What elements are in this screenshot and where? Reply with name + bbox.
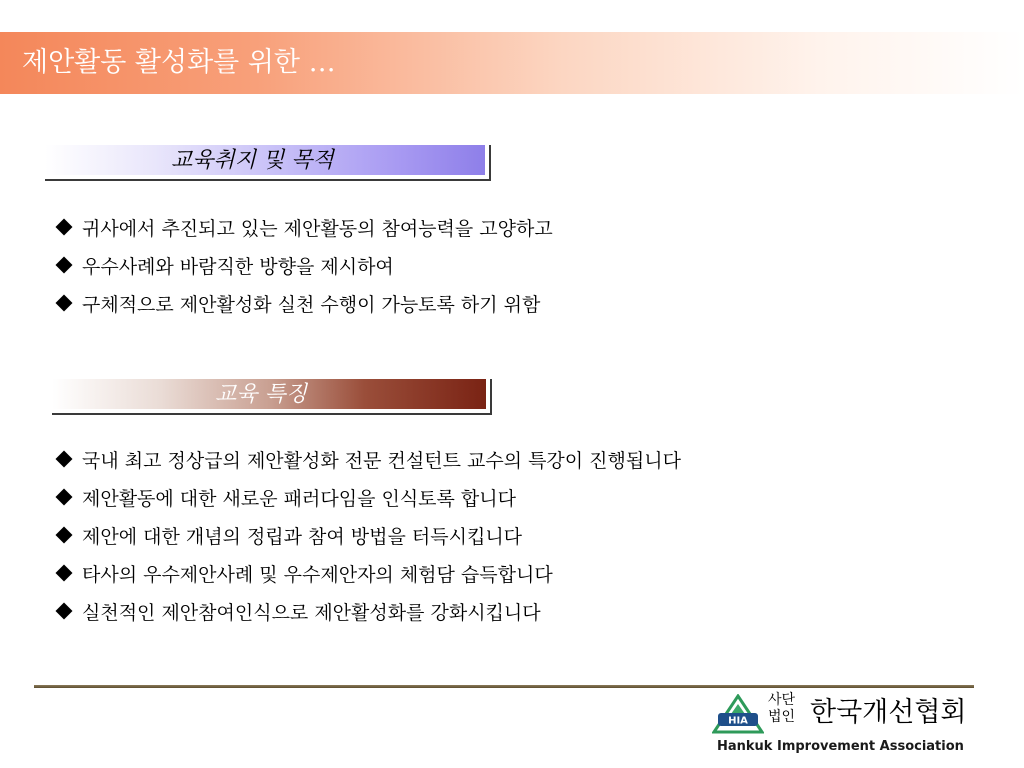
list-item (56, 561, 681, 599)
list-item (56, 523, 681, 561)
hia-emblem-icon (712, 694, 764, 736)
list-item (56, 291, 553, 329)
list-item-text: 국내 최고 정상급의 제안활성화 전문 컨설턴트 교수의 특강이 진행됩니다 (82, 450, 681, 472)
logo-small-line: 사단 (768, 692, 796, 708)
list-item-text: 구체적으로 제안활성화 실천 수행이 가능토록 하기 위함 (82, 294, 541, 316)
section-heading: 교육 특징 (215, 382, 308, 407)
diamond-bullet-icon (56, 527, 73, 544)
list-item-text: 타사의 우수제안사례 및 우수제안자의 체험담 습득합니다 (82, 564, 553, 586)
list-item-text: 실천적인 제안참여인식으로 제안활성화를 강화시킵니다 (82, 602, 541, 624)
list-item-text: 귀사에서 추진되고 있는 제안활동의 참여능력을 고양하고 (82, 218, 553, 240)
footer-divider (34, 685, 974, 688)
list-item-text: 우수사례와 바람직한 방향을 제시하여 (82, 256, 394, 278)
emblem-text: HIA (728, 715, 748, 727)
list-item (56, 599, 681, 637)
diamond-bullet-icon (56, 603, 73, 620)
section-header-right-line (489, 145, 491, 181)
list-item-text: 제안에 대한 개념의 정립과 참여 방법을 터득시킵니다 (82, 526, 523, 548)
section-heading: 교육취지 및 목적 (171, 148, 334, 173)
section-header-right-line (490, 379, 492, 415)
section-header-purpose (45, 145, 491, 181)
list-item (56, 253, 553, 291)
organization-logo (712, 690, 1012, 762)
slide-title: 제안활동 활성화를 위한 … (22, 47, 336, 78)
logo-small-line: 법인 (768, 709, 796, 725)
features-list (56, 447, 681, 637)
logo-org-name: 한국개선협회 (810, 697, 967, 728)
diamond-bullet-icon (56, 565, 73, 582)
section-header-underline (45, 179, 491, 181)
diamond-bullet-icon (56, 451, 73, 468)
diamond-bullet-icon (56, 257, 73, 274)
list-item (56, 447, 681, 485)
section-header-underline (52, 413, 492, 415)
logo-small-text (768, 692, 795, 726)
purpose-list (56, 215, 553, 329)
list-item (56, 215, 553, 253)
list-item-text: 제안활동에 대한 새로운 패러다임을 인식토록 합니다 (82, 488, 516, 510)
logo-english-name: Hankuk Improvement Association (717, 739, 964, 754)
diamond-bullet-icon (56, 219, 73, 236)
diamond-bullet-icon (56, 295, 73, 312)
list-item (56, 485, 681, 523)
section-header-features (52, 379, 492, 415)
diamond-bullet-icon (56, 489, 73, 506)
